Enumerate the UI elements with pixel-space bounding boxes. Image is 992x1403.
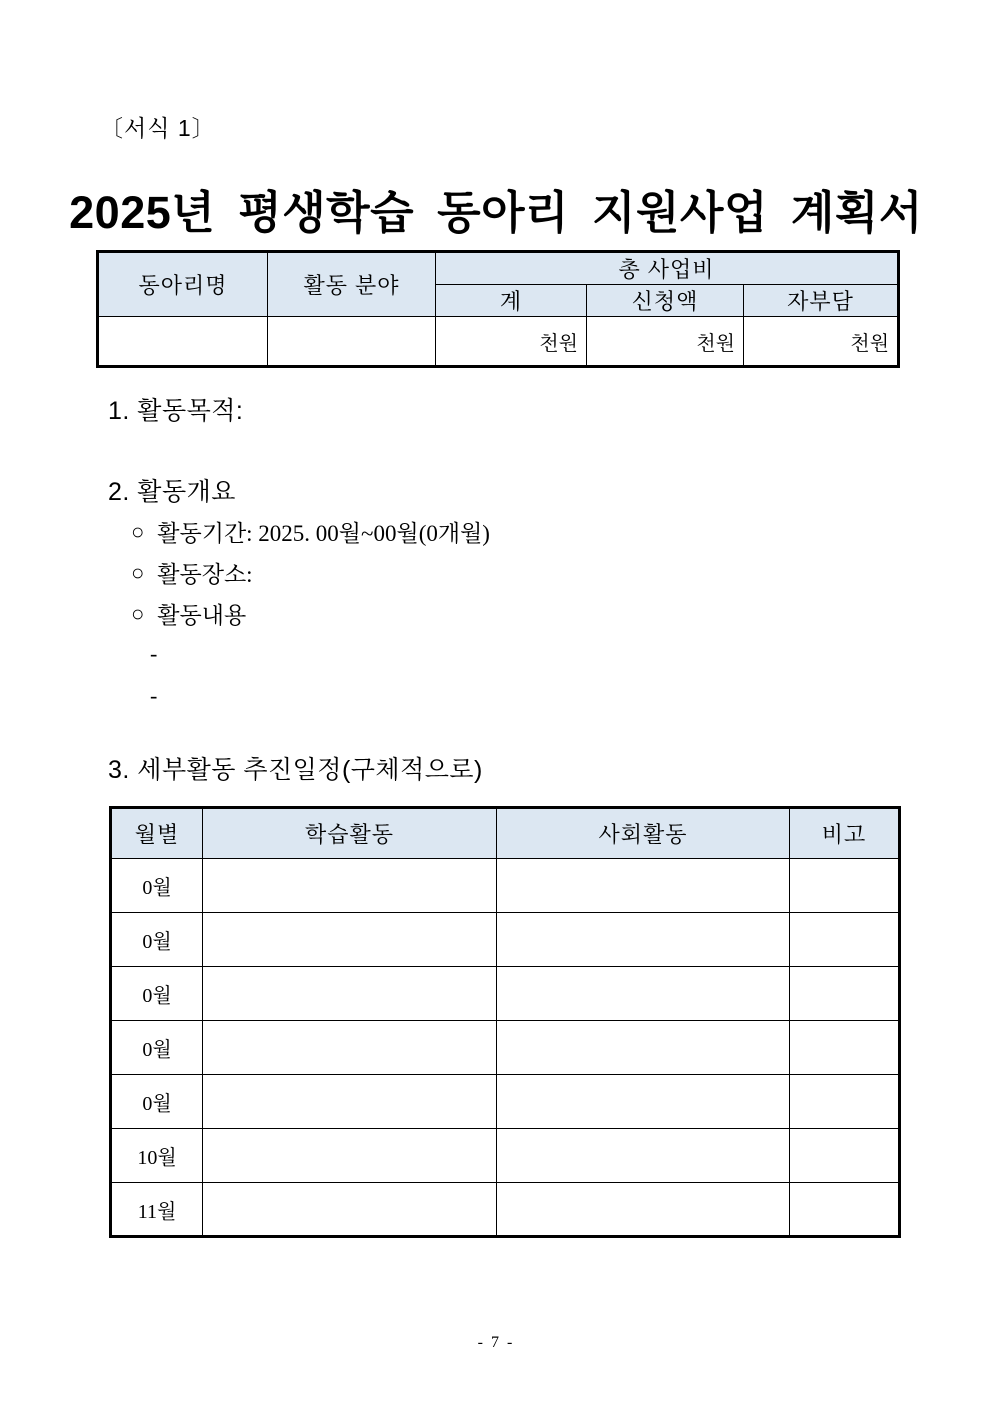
schedule-cell-learning [203,1021,497,1075]
budget-cell-club-name [98,317,268,367]
section-heading-schedule: 3. 세부활동 추진일정(구체적으로) [108,756,483,784]
schedule-row [111,1129,900,1183]
schedule-cell-learning [203,967,497,1021]
schedule-row [111,967,900,1021]
schedule-cell-learning [203,913,497,967]
circle-bullet-icon: ○ [131,600,145,626]
budget-header-sum: 계 [436,285,587,317]
schedule-cell-social [497,1183,790,1237]
schedule-cell-month: 10월 [111,1129,203,1183]
schedule-cell-note [790,1021,900,1075]
schedule-cell-learning [203,1075,497,1129]
schedule-header-note: 비고 [790,808,900,859]
circle-bullet-icon: ○ [131,518,145,544]
schedule-row [111,913,900,967]
budget-header-row-1 [98,252,899,285]
form-label: 〔서식 1〕 [100,115,216,141]
schedule-cell-social [497,1075,790,1129]
section-heading-purpose: 1. 활동목적: [108,397,244,425]
dash-item: - [150,683,158,708]
schedule-cell-learning [203,1129,497,1183]
schedule-header-month: 월별 [111,808,203,859]
schedule-cell-social [497,1021,790,1075]
budget-data-row [98,317,899,367]
schedule-cell-social [497,1129,790,1183]
overview-bullet-list [131,511,490,634]
schedule-row [111,1183,900,1237]
page-title: 2025년 평생학습 동아리 지원사업 계획서 [69,187,923,238]
schedule-header-row [111,808,900,859]
schedule-header-social: 사회활동 [497,808,790,859]
budget-header-requested: 신청액 [587,285,744,317]
section-heading-overview: 2. 활동개요 [108,478,236,506]
bullet-item-content-text: 활동내용 [157,603,247,628]
page-number: - 7 - [477,1334,515,1351]
schedule-cell-note [790,913,900,967]
budget-header-club-name: 동아리명 [98,252,268,317]
budget-header-self-funded: 자부담 [744,285,899,317]
budget-cell-self-funded-unit: 천원 [744,317,899,367]
bullet-item-period-text: 활동기간: 2025. 00월~00월(0개월) [157,521,490,546]
schedule-cell-social [497,859,790,913]
budget-header-total-budget: 총 사업비 [436,252,899,285]
schedule-row [111,859,900,913]
schedule-cell-learning [203,1183,497,1237]
bullet-item-place [131,552,490,593]
schedule-cell-note [790,1183,900,1237]
schedule-cell-social [497,913,790,967]
schedule-cell-learning [203,859,497,913]
schedule-cell-month: 0월 [111,967,203,1021]
schedule-cell-month: 0월 [111,1021,203,1075]
bullet-item-place-text: 활동장소: [157,562,253,587]
bullet-item-content [131,593,490,634]
budget-cell-sum-unit: 천원 [436,317,587,367]
overview-dash-list [150,633,157,717]
schedule-cell-month: 0월 [111,859,203,913]
budget-cell-activity-field [268,317,436,367]
schedule-row [111,1075,900,1129]
schedule-header-learning: 학습활동 [203,808,497,859]
budget-table [96,250,900,368]
schedule-cell-month: 0월 [111,1075,203,1129]
budget-header-activity-field: 활동 분야 [268,252,436,317]
dash-item: - [150,641,158,666]
budget-cell-requested-unit: 천원 [587,317,744,367]
schedule-cell-note [790,1129,900,1183]
schedule-cell-month: 11월 [111,1183,203,1237]
bullet-item-period [131,511,490,552]
circle-bullet-icon: ○ [131,559,145,585]
schedule-cell-note [790,1075,900,1129]
schedule-cell-note [790,859,900,913]
schedule-row [111,1021,900,1075]
schedule-table [109,806,901,1238]
schedule-cell-note [790,967,900,1021]
schedule-cell-social [497,967,790,1021]
schedule-cell-month: 0월 [111,913,203,967]
